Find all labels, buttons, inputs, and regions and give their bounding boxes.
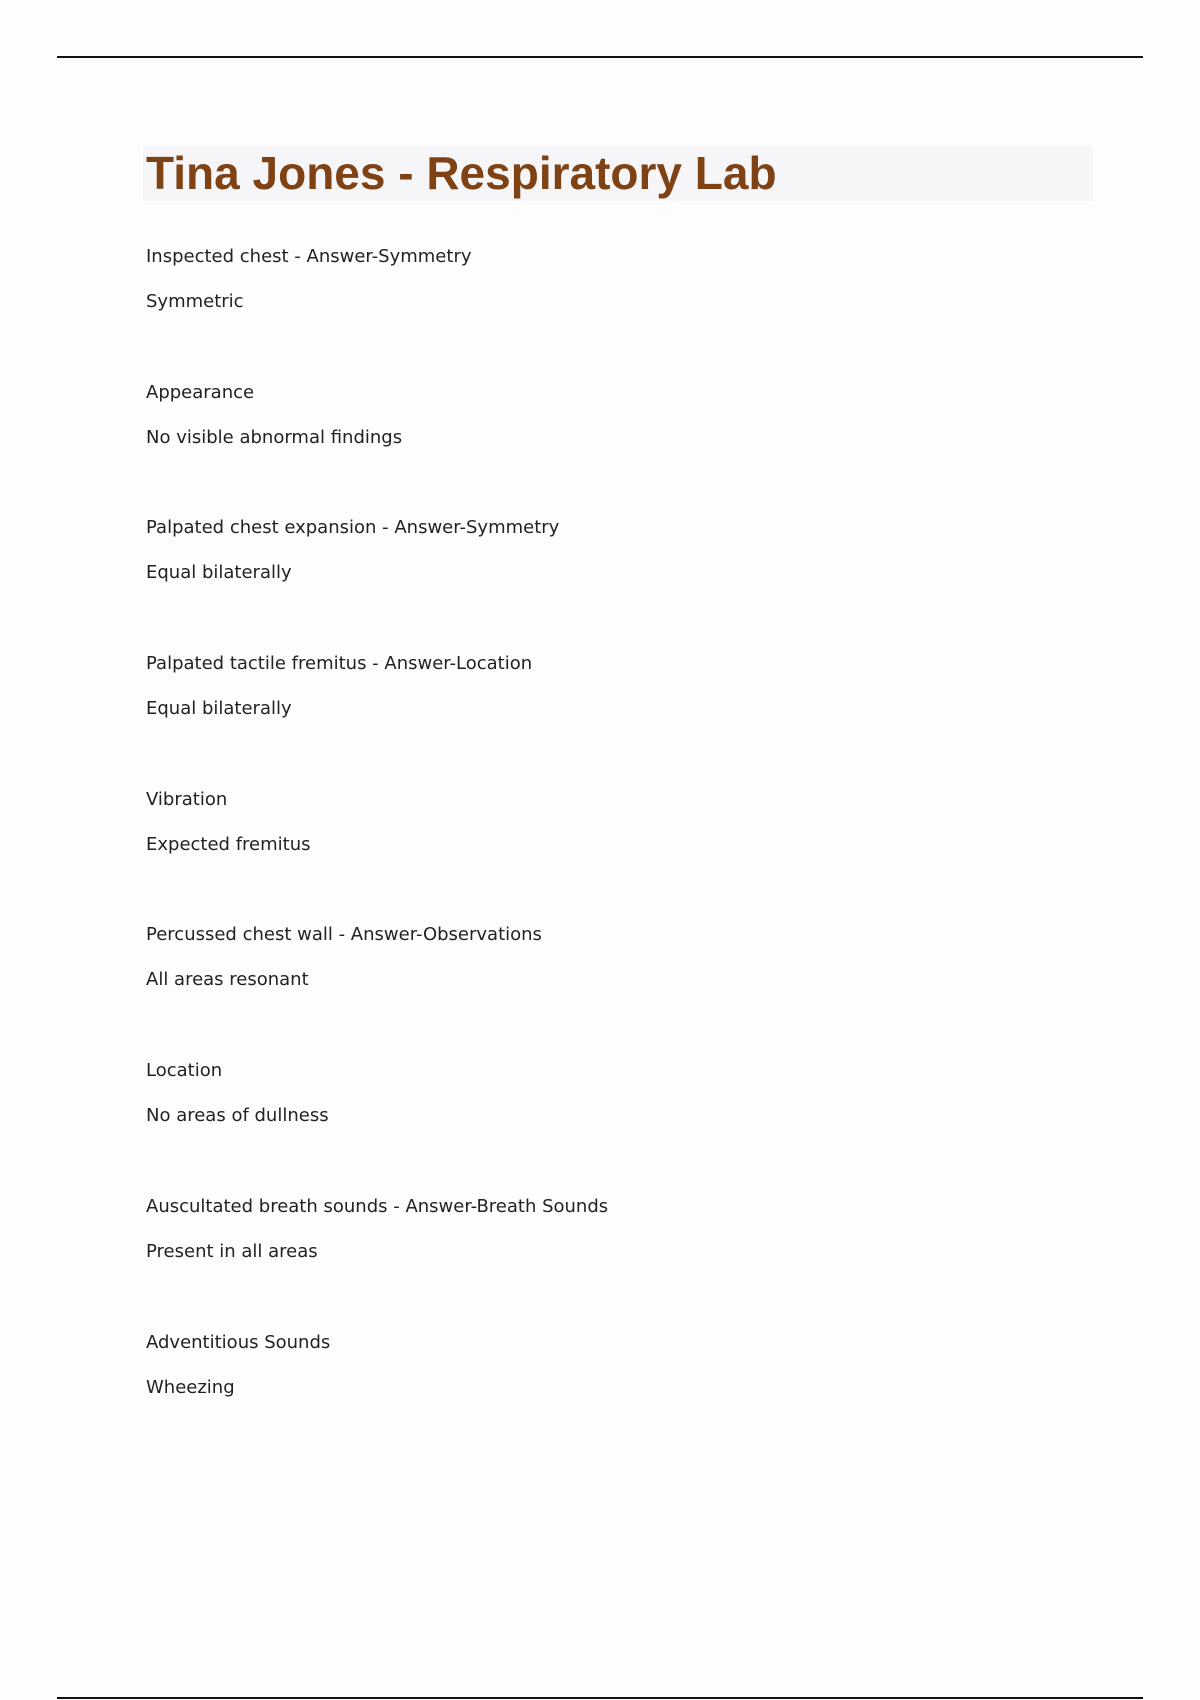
entry-answer: Expected fremitus [146, 833, 311, 855]
qa-entry [146, 652, 1086, 788]
qa-entry [146, 245, 1086, 381]
entry-prompt: Inspected chest - Answer-Symmetry [146, 246, 472, 267]
document-title: Tina Jones - Respiratory Lab [146, 147, 777, 199]
qa-entry [146, 923, 1086, 1059]
document-body [146, 245, 1086, 1466]
entry-answer: All areas resonant [146, 969, 309, 991]
qa-entry [146, 1059, 1086, 1195]
entry-prompt: Palpated chest expansion - Answer-Symmetry [146, 517, 560, 539]
entry-prompt: Adventitious Sounds [146, 1331, 331, 1353]
qa-entry [146, 788, 1086, 924]
entry-prompt: Auscultated breath sounds - Answer-Breath Sounds [146, 1195, 609, 1217]
entry-prompt: Palpated tactile fremitus - Answer-Location [146, 653, 533, 675]
footer-rule [57, 1697, 1143, 1699]
entry-answer: Wheezing [146, 1376, 235, 1398]
entry-answer: Present in all areas [146, 1240, 318, 1262]
entry-answer: No visible abnormal findings [146, 426, 403, 448]
qa-entry [146, 516, 1086, 652]
qa-entry [146, 381, 1086, 517]
entry-answer: No areas of dullness [146, 1105, 329, 1127]
qa-entry [146, 1195, 1086, 1331]
entry-prompt: Location [146, 1060, 223, 1082]
entry-answer: Equal bilaterally [146, 562, 292, 584]
header-rule [57, 56, 1143, 58]
entry-prompt: Vibration [146, 788, 228, 810]
qa-entry [146, 1331, 1086, 1467]
entry-answer: Symmetric [146, 291, 244, 312]
entry-prompt: Appearance [146, 381, 255, 403]
entry-answer: Equal bilaterally [146, 698, 292, 720]
entry-prompt: Percussed chest wall - Answer-Observations [146, 924, 542, 946]
